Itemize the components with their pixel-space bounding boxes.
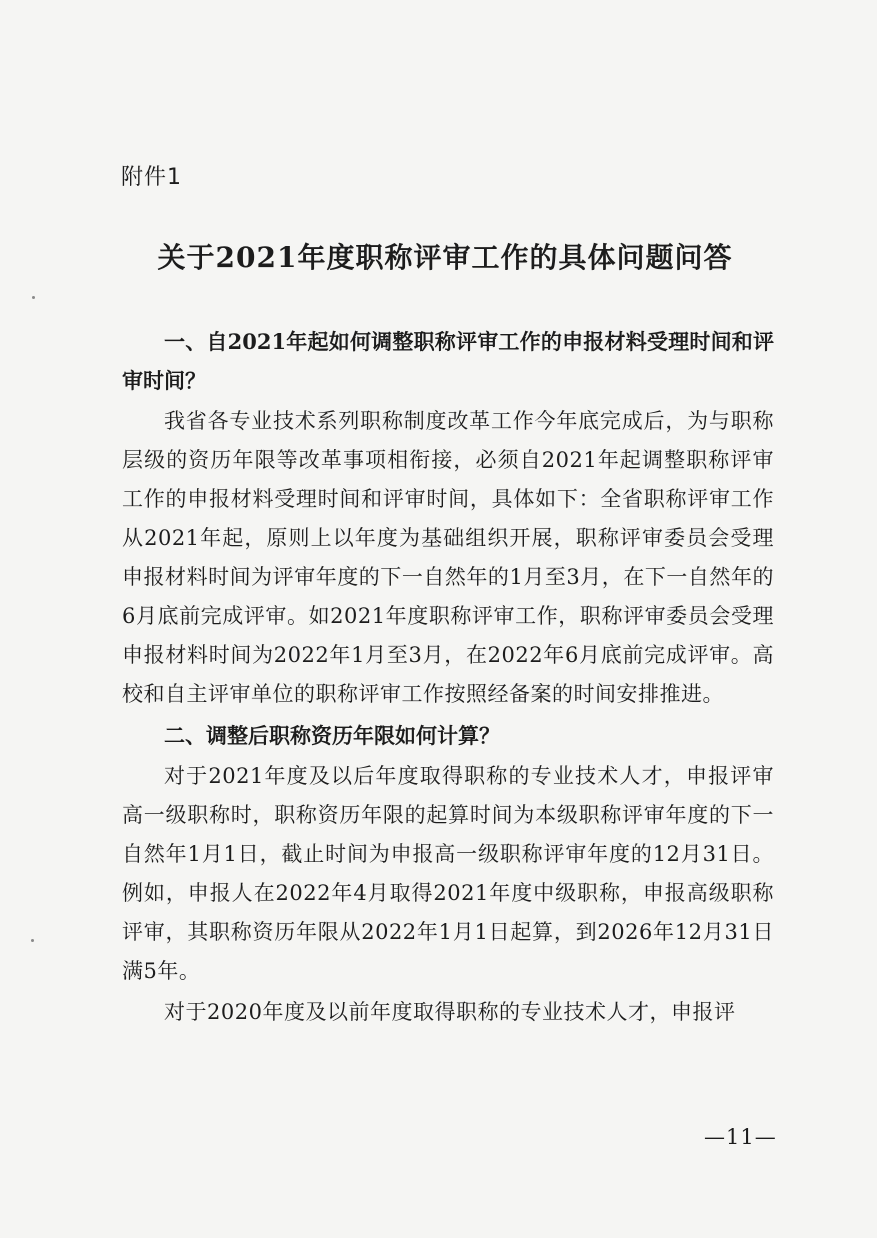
attachment-label: 附件1	[121, 165, 182, 190]
section-heading-1: 一、自2021年起如何调整职称评审工作的申报材料受理时间和评审时间？	[122, 329, 774, 393]
section-2-paragraph-2: 对于2020年度及以前年度取得职称的专业技术人才，申报评	[164, 1000, 736, 1024]
section-1-paragraph-1: 我省各专业技术系列职称制度改革工作今年底完成后，为与职称层级的资历年限等改革事项相衔接，必须自2021年起调整职称评审工作的申报材料受理时间和评审时间，具体如下：全省职称评审工作从2021年起，原则上以年度为基础组织开展，职称评审委员会受理申报材料时间为评审年度的下一自然年的1月至3月，在下一自然年的6月底前完成评审。如2021年度职称评审工作，职称评审委员会受理申报材料时间为2022年1月至3月，在2022年6月底前完成评审。高校和自主评审单位的职称评审工作按照经备案的时间安排推进。	[122, 409, 774, 706]
section-2-paragraph-1: 对于2021年度及以后年度取得职称的专业技术人才，申报评审高一级职称时，职称资历年限的起算时间为本级职称评审年度的下一自然年1月1日，截止时间为申报高一级职称评审年度的12月31日。例如，申报人在2022年4月取得2021年度中级职称，申报高级职称评审，其职称资历年限从2022年1月1日起算，到2026年12月31日满5年。	[122, 764, 774, 983]
document-title: 关于2021年度职称评审工作的具体问题问答	[157, 241, 733, 274]
document-body	[122, 322, 774, 1034]
scan-speck	[31, 939, 34, 942]
section-heading-2: 二、调整后职称资历年限如何计算？	[164, 723, 500, 748]
scan-speck	[32, 296, 35, 299]
page-number: —11—	[704, 1125, 777, 1149]
